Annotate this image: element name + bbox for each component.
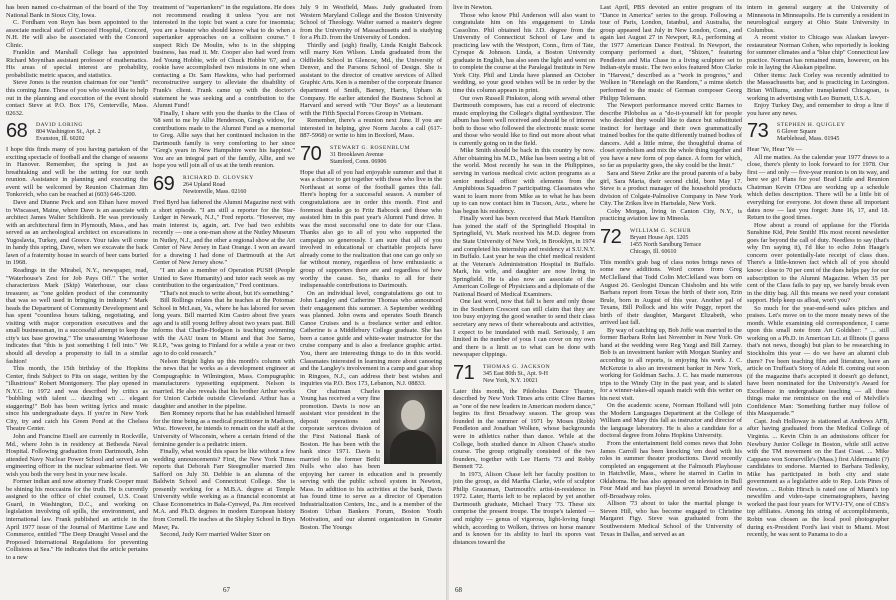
paragraph: All me maties. As the calendar year 1977 draws to a close, there's plenty to look forward to for 1978. Our first — and only — five-year reunion is on its way, and here we go! Plans for you! Brad Little and Reunion Chairman Kevin O'Dea are working up a schedule which defies description. There will be a little bit of everything for everyone. Jot down these all important dates now — last you forget: June 16, 17, and 18. Return to the good times. <box>747 153 889 222</box>
paragraph: One last word, now that fall is here and only those in the Southern Crescent can still claim that they are too busy enjoying the good weather to send their class secretary any news of their whereabouts and activities, I expect to be inundated with mail. Seriously, I am limited in the number of yous I can cover on my own and there is a limit as to what can be done with newspaper clippings. <box>453 298 595 359</box>
paragraph: Sara and Steve Zrike are the proud parents of a baby girl, Sara Maria, their second child, born May 17. Steve is a product manager of the household products division of Colgate-Palmolive Company in New York City. The Zrikes live in Hartsdale, New York. <box>600 170 742 208</box>
paragraph: Franklin and Marshall College has appointed Richard Moynihan assistant professor of mathematics. His areas of special interest are probability, probabilistic metric spaces, and statistics. <box>6 49 148 79</box>
address-line: 1455 North Sandburg Terrace <box>630 241 702 248</box>
paragraph: This month's grab bag of class notes brings news of some new additions. Word comes from Greg McClelland that Todd Colin McClelland was born on August 26. Geologist Duncan Chisholm and his wife Barbara report from Texas the birth of their son, Erin Brule, born in August of this year. Another pal of Texans, Bill Pollock and his wife Peggy, report the birth of their daughter, Margaret Elizabeth, who arrived last fall. <box>600 258 742 327</box>
class-secretary-address <box>183 174 254 196</box>
paragraph: Fred Byrd has fathered the Alumni Magazine next with a short episode. "I am still a reporter for the Star-Ledger in Newark, N.J.," Fred reports. "However, my main interest is, again, art. I've had two exhibits recently — one a one-man show at the Nutley Museum in Nutley, N.J., and the other a regional show at the Art Center of New Jersey in East Orange. I won an award for a drawing I had done of Dartmouth at the Art Center of New Jersey show." <box>153 199 295 267</box>
class-year-heading <box>747 121 889 143</box>
right-page <box>449 0 896 600</box>
paragraph: Finally, what would this space be like without a few wedding announcements? First, the New York Times reports that Deborah Farr Steegmuller married Jim Safford on July 30. Debbie is an alumna of the Baldwin School and Connecticut College. She is presently working for a M.B.A. degree at Temple University while working as a financial economist at Chase Econometrics in Bala-Cynwyd, Pa. Jim received M.A. and Ph.D. degrees in modern European history from Cornell. He teaches at the Shipley School in Bryn Mawr, Pa. <box>153 448 295 531</box>
paragraph: Thirdly and (sigh) finally, Linda Knight Babcock will marry Ken Wilson. Linda graduated from the Oldfields School in Glencoe, Md., the University of Denver, and the Parsons School of Design. She is assistant to the director of creative services of Allied Graphic Arts. Ken is a member of the corporate finance department of Smith, Barney, Harris, Upham & Company. He earlier attended the Business School at Harvard and served with "Our Boys" as a lieutenant with the Fifth Special Forces Group in Vietnam. <box>300 41 442 117</box>
paragraph: Second, Judy Kerr married Walter Sizer on <box>160 531 270 539</box>
address-line: Chicago, Ill. 60610 <box>630 248 677 255</box>
address-line: 6 Glover Square <box>777 129 817 136</box>
address-line: Marblehead, Mass. 01945 <box>777 136 840 143</box>
address-line: 31 Brooklawn Avenue <box>330 151 384 158</box>
paragraph: John and Francine Eisell are currently in Rockville, Md., where John is in residency at Bethesda Naval Hospital. Following graduation from Dartmouth, John attended Navy Nuclear Power School and served as an engineering officer in the nuclear submarine fleet. We wish you both the very best in your new locale. <box>6 432 148 478</box>
page-number: 67 <box>223 586 230 594</box>
paragraph: "That's not much to write about, but it's something." <box>160 289 294 297</box>
class-secretary-address <box>330 144 410 166</box>
secretary-name: WILLIAM G. SCHUR <box>630 227 692 234</box>
paragraph: Bill Rollings relates that he teaches at the Potomac School in McLean, Va., where he has labored for seven long years. Bill married Kim Castro about five years ago and is still young Jeffrey about two years past. Bill informs that Charlie-Hodgson is teaching swimming with the AAU team in Miami and that Joe Sarno, R.I.P., "was going to Finland for a while a year or two ago to do cold research." <box>153 297 295 357</box>
right-column-2 <box>600 4 742 582</box>
class-year-number: 73 <box>747 120 769 143</box>
paragraph: treatment of "supertankers" in the regulations. He does not recommend reading it unless "you are not interested in the topic but want a cure for insomnia; you are a boater who should know what to do when a supertanker approaches on a collision course." I suspect Rich De Moulin, who is in the shipping business, has read it. Mr. Cooper also had word from Jed Young Hobbie, wife of Chuck Hobbie '67, and a rookie have accomplished two missions in one when contacting a Dr. Sam Hawkins, who had performed reconstructive surgery to alleviate the disability of Frank's client. Frank came up with the doctor's statement he was seeking and a contribution to the Alumni Fund! <box>153 4 295 110</box>
paragraph: C. Fordham von Reyn has been appointed to the associate medical staff of Concord Hospital, Concord, N.H. He will also be associated with the Concord Clinic. <box>6 19 148 49</box>
photo-face <box>401 400 425 430</box>
left-column-1 <box>6 4 148 582</box>
left-column-3 <box>300 4 442 582</box>
class-secretary-address <box>630 227 701 256</box>
paragraph: Those who know Phil Anderson will also want to congratulate him on his engagement to Linda Cassolino. Phil obtained his J.D. degree from the University of Connecticut School of Law and is practicing law with the Westport, Conn., firm of Tate, Cyrsque & Johnson. Linda, a Boston University graduate in English, has also seen the light and went on to complete the course at the Paralegal Institute in New York City. Phil and Linda have planned an October wedding, so your good wishes will be in order by the time this column appears in print. <box>453 11 595 95</box>
paragraph: Later this month, the Pilobolus Dance Theatre, described by New York Times arts critic Clive Barnes as "one of the new leaders in American modern dance," begins its first Broadway season. The group was founded in the summer of 1971 by Moses (Robb) Pendleton and Jonathan Wolken, whose backgrounds were in athletics rather than dance. While at the College, both studied dance in Alison Chase's studio course. The group originally consisted of the two founders, together with Lee Harris '73 and Robby Bennett '72. <box>453 387 595 471</box>
portrait-photo <box>384 390 442 464</box>
paragraph: Mike Smith should be back in this country by now. After obtaining his M.D., Mike has been seeing a bit of the world. Most recently he was in the Philippines, serving in various medical civic action programs as a senior medical officer with elements from the Amphibious Squadron 7 participating. Classmates who want to learn more from Mike as to what he has been up to can now contact him in Tucson, Ariz., where he has begun his residency. <box>453 147 595 215</box>
paragraph: Readings in the Mirabel, N.Y., newspaper, read, "Waterhouse's Zest for Job Pays Off." The writer characterizes Mark (Skip) Waterhouse, our class treasurer, as "one golden product of the community that was so well used in bringing in industry." Mark heads the Department of Community Development and has spent "countless hours talking, negotiating, and visiting with major corporation executives and the small businessman, in a successful attempt to keep the city's tax base growing." The unassuming Waterhouse indicates that "this is just something I fell into." We should all develop a propensity to fall in a similar fashion! <box>6 266 148 365</box>
paragraph: Finally, I share with you the thanks to the Class of '68 sent to me by Allie Henderson, Greg's widow, for contributions made to the Alumni Fund as a memorial to Greg. Allie says that her continued inclusion in the Dartmouth family is very comforting to her since "Greg's years in New Hampshire were his happiest." You are an integral part of the family, Allie, and we hope you will join all of us at the tenth reunion. <box>153 109 295 170</box>
paragraph: In 1973, Alison Chase left her faculty position to join the group, as did Martha Clarke, wife of sculptor Philip Grausman, Dartmouth's artist-in-residence in 1972. Later, Harris left to be replaced by yet another Dartmouth graduate, Michael Tracy '73. These six comprise the present troupe. The troupe's talented — and mighty — genus of vigorous, light-loving fungi which, according to Wolken, thrives on horse manure and is known for its ability to hurl its spores vast distances toward the <box>453 470 595 546</box>
paragraph: From the entertainment field comes news that John James Carroll has been knocking 'em dead with his roles in summer theater productions. David recently completed an engagement at the Falmouth Playhouse in Hatchville, Mass., where he starred in Carlin in Oklahoma. He has also appeared on television in Bull Four Maid and has played in several Broadway and off-Broadway roles. <box>600 439 742 500</box>
paragraph: By way of catching up, Bob Joffe was married to the former Barbara Rohn last November in New York. On hand at the wedding were Reg Yazgi and Bill Zarney. Bob is an investment banker with Morgan Stanley and according to all reports, is enjoying his work. J. C. McKenzie is also an investment banker in New York, working for Goldman Sachs. J. C. has made numerous trips to the Windy City in the past year, and is slated for a winner-takes-all squash match with this writer on his next visit. <box>600 326 742 402</box>
paragraph: Our chairman Charles Young has received a very fine promotion. Davis is now an assistant vice president in the deposit operations and corporate services division of the First National Bank of Boston. He has been with the bank since 1971. Davis is married to the former Bethi Nulls who also has been enjoying her career in education and is presently serving with the public school system in Newton, Mass. In addition to his activities at the bank, Davis has found time to serve as a director of Operation Industrialization Centers, Inc., and is a member of the Boston Urban Bankers Forum, Boston Youth Motivation, and our alumni organization in Greater Boston. The Youngs <box>300 387 442 531</box>
paragraph: Dave and Dianne Peck and son Ethan have moved to Wiscasset, Maine, where Dave is an associate with architect James Walter Schildroth. He was previously with an architectural firm in Plymouth, Mass., and has served as an archeological architect on excavations in Yugoslavia, Turkey, and Greece. Your tales will come in handy this spring, Dave, when we excavate the back lawn of a fraternity house in search of beer cans buried in 1968. <box>6 199 148 267</box>
paragraph: Allison '73 about to take the marital plunge is Steven Hill, who has become engaged to Christine Margaret Figy. Steve was graduated from the Southwestern Medical School of the University of Texas in Dallas, and served as an <box>600 500 742 538</box>
photo-shoulders <box>390 430 436 464</box>
class-year-number: 69 <box>153 173 175 196</box>
left-page <box>0 0 447 600</box>
address-line: 264 Upland Road <box>183 182 226 189</box>
class-year-number: 71 <box>453 361 475 384</box>
paragraph: intern in general surgery at the University of Minnesota in Minneapolis. He is currently a resident in neurological surgery at Ohio State University in Columbus. <box>747 4 889 34</box>
paragraph: On the academic scene, Norman Holland will join the Modern Languages Department at the College of William and Mary this fall as instructor and director of the language laboratory. He is also a candidate for a doctoral degree from Johns Hopkins University. <box>600 402 742 440</box>
paragraph: The Newport performance moved critic Barnes to describe Pilobolus as a "do-it-yourself kit for people who decided they would like to dance but substituted instinct for heritage and their own grammatically trained bodies for the quite differently trained bodies of dancers. Add a little mime, the thoughtful drama of closet symbolism and mix the whole thing together and you have a new form of pop dance. A form for which, so far as popularity goes, the sky could be the limit." <box>600 102 742 170</box>
class-year-heading <box>453 363 595 385</box>
paragraph: live in Newton. <box>453 4 493 11</box>
paragraph: July 9 in Westfield, Mass. Judy graduated from Western Maryland College and the Boston University School of Theology. Walter earned a master's degree from the University of Massachusetts and is studying for a Ph.D. from the University of London. <box>300 4 442 42</box>
class-secretary-address <box>483 363 550 385</box>
page-number: 68 <box>455 586 462 594</box>
paragraph: Former indian and now attorney Frank Cooper must be shining his moccasins for the truth. He is currently assigned to the office of chief counsel, U.S. Coast Guard, in Washington, D.C., and working on legislation involving oil spills, the environment, and international law. Frank published an article in the April 1977 issue of the Journal of Maritime Law and Commerce, entitled "The Deep Draught Vessel and the Proposed International Regulations for preventing Collisions at Sea." He indicates that the article pertains to a new <box>6 478 148 561</box>
class-year-heading <box>6 121 148 143</box>
address-line: 345 East 80th St., Apt. 9-H <box>483 370 549 377</box>
address-line: Bryant House Apt. 1205 <box>630 234 689 241</box>
address-line: New York, N.Y. 10021 <box>483 377 538 384</box>
class-year-number: 72 <box>600 225 622 248</box>
address-line: Evanston, Ill. 60202 <box>36 136 85 143</box>
right-column-1 <box>453 4 595 582</box>
address-line: 804 Washington St., Apt. 2 <box>36 129 101 136</box>
paragraph: Nelson Bright lights up this month's column with the news that he works as a development engineer at Compugraphic in Wilmington, Mass. Compugraphic manufacturers typesetting equipment. Nelson is married. He also reveals that his brother Arthur works for Union Carbide outside Cleveland. Arthur has a daughter and another in the pipeline. <box>153 357 295 410</box>
address-line: Stamford, Conn. 06906 <box>330 158 387 165</box>
class-year-number: 70 <box>300 142 322 165</box>
paragraph: has been named co-chairman of the board of the Toy National Bank in Sioux City, Iowa. <box>6 4 148 19</box>
paragraph: Last April, PBS devoted an entire program of its "Dance in America" series to the group. Following a tour of Paris, London, Istanbul, and Australia, the group appeared last July in New London, Conn., and again last August 27 in Newport, R.I., performing at the 1977 American Dance Festival. In Newport, the company performed a duet, "Shizen," featuring Pendleton and Mia Chase in a living sculpture set to Indian-style music. The two solos featured Moo Clarke in "Harvest," described as a "work in progress," and Wolken in "Renelagh on the Random," a mime sketch performed to the music of German composer Georg Philipp Telemann. <box>600 4 742 102</box>
address-line: Newtonville, Mass. 02160 <box>183 189 247 196</box>
left-column-2 <box>153 4 295 582</box>
class-year-heading <box>153 174 295 196</box>
paragraph: Hope that all of you had enjoyable summer and that it was a chance to get together with those who live in the Northeast at some of the football games this fall. Here's hoping for a successful season. A number of congratulations are in order this month. First and foremost thanks go to Fritz Babcock and those who assisted him in this past year's Alumni Fund drive. It was the most successful one to date for our Class. Thanks also go to all of you who supported the campaign so generously. I am sure that all of you involved in educational or charitable projects have already come to the realization that one can go only so far without money, regardless of how enthusiastic a group of supporters there are and regardless of how worthy the cause. So, thanks to all for their indispensable contributions to Dartmouth. <box>300 168 442 290</box>
class-year-number: 68 <box>6 120 28 143</box>
paragraph: Coby Morgan, living in Canton City, N.Y., is practicing aviation law in Mineola. <box>600 207 742 223</box>
paragraph: Ben Romney reports that he has established himself for the time being as a medical practitioner in Madison, Wisc. However, he intends to remain on the staff at the University of Wisconsin, where a certain friend of the feminine gender is a pediatric intern. <box>153 410 295 448</box>
paragraph: Hear 'Ye, Hear 'Ye — <box>747 146 803 154</box>
paragraph: Enjoy Turkey Day, and remember to drop a line if you have any news. <box>747 102 889 117</box>
secretary-name: RICHARD D. GLOVSKY <box>183 175 254 182</box>
paragraph: Finally word has been received that Mark Hamilton has joined the staff of the Springfield Hospital in Springfield, Vt. Mark received his M.D. degree from the State University of New York, in Brooklyn, in 1974 and completed his internship and residency at S.U.N.Y. in Buffalo. Last year he was the chief medical resident at the Veteran's Administration Hospital in Buffalo. Mark, his wife, and daughter are now living in Springfield. He is also now an associate of the American College of Physicians and a diplomate of the National Board of Medical Examiners. <box>453 215 595 298</box>
paragraph: This month, the 15th birthday of the Hopkins Center, finds Subject to Fits on stage, written by the "illustrious" Robert Montgomery. The play opened in N.Y.C. in 1972 and was described by critics as "bubbling with talent ... dazzling wit ... elegant staggering!" Bob has been writing lyrics and music since his undergraduate days. If you're in New York City, try and catch his Green Pond at the Chelsea Theatre Center. <box>6 365 148 433</box>
class-year-heading <box>600 227 742 256</box>
secretary-name: DAVID LORING <box>36 122 84 129</box>
paragraph: Capt. Josh Holloway is stationed at Andrews AFB, after having graduated from the Medical College of Virginia. ... Kevin Chin is an admissions officer for Newbury Junior College in Boston, while still active with the TM movement on the East Coast. ... Mike Cappano won Somerville's (Mass.) first Aldermanic (?) candidates to endorse. Married to Barbara Tedlesky, Mike has participated in both city and state government as a legislative aide to Rep. Lois Pines of Newton. ... Robin Hirsch is rated one of Miami's top newsfilm and video-tape cinematographers, having worked the past four years for WTVJ-TV, one of CBS's top affiliates. Among his string of accomplishments, Robin was chosen as the local pool photographer during ex-President Ford's last visit to Miami. Most recently, he was sent to Panama to do a <box>747 417 889 539</box>
class-year-heading <box>300 144 442 166</box>
paragraph: On an individual level, congratulations go out to John Langley and Catherine Thomas who announced their engagement this summer. A September wedding was planned. John owns and operates South Branch Canoe Cruises and is a freelance writer and editor. Catherine is a Middlebury College graduate. She has been a canoe guide and white-water instructor for the cruise company and is also a freelance graphic artist. You, there are interesting things to do in this world. Classmates interested in learning more about canoeing and the Langley's involvement in a camp and gear shop in Ringoes, N.J., can address their best wishes and inquiries via P.O. Box 173, Lebanon, N.J. 08833. <box>300 289 442 388</box>
paragraph: Our own Russell Pinkston, along with several other Dartmouth composers, has cut a record of electronic music employing the College's digital synthesizer. The album has been well received and should be of interest both to those who followed the electronic music scene and those who would like to find out more about what is currently going on in the field. <box>453 94 595 147</box>
paragraph: How about a round of applause for the Florida Sunshine Kid, Pete Smith! His most recent newsletter goes far beyond the call of duty. Needless to say (that's why I'm saying it), I'd like to echo John Haage's concern over potentially-late receipt of class dues. There's a little-known fact which all of you should know: close to 70 per cent of the dues helps pay for our subscription to the Alumni Magazine. When 35 per cent of the Class fails to pay up, we barely break even in the ditty bag. All this means we need your constant support. Help keep us afloat, won't you? <box>747 221 889 305</box>
paragraph: "I am also a member of Operation PUSH (People United to Save Humanity) and tutor each week as my contribution to the organization," Fred continues. <box>153 266 295 290</box>
secretary-name: STEWART G. ROSENBLUM <box>330 144 411 151</box>
paragraph: Steve Jones is the reunion chairman for our "tenth" this coming June. Those of you who would like to help out in the planning and execution of the event should contact Steve at P.O. Box 176, Centerville, Mass. 02632. <box>6 79 148 117</box>
paragraph: Other items: Jack Corley was recently admitted to the Massachusetts bar, and is practicing in Lexington. Brian Williams, another transplanted Chicagoan, is working in advertising with Leo Burnett, U.S.A. <box>747 71 889 102</box>
paragraph: I hope this finds many of you having partaken of the exciting spectacle of football and the change of seasons in Hanover. Remember, the spring is just as breathtaking and will be the setting for our tenth reunion. Assistance in planning and executing the event will be welcomed by Reunion Chairman Jim Tonkovich, who can be reached at (603) 646-3200. <box>6 146 148 199</box>
class-secretary-address <box>36 121 101 143</box>
paragraph: A recent visitor to Chicago was Alaskan lawyer-restaurateur Norman Cohen, who reportedly is looking for summer climates and a "blue chip" Connecticut law practice. Norman has remained mum, however, on his role in laying the Alaskan pipeline. <box>747 34 889 72</box>
secretary-name: STEPHEN H. QUIGLEY <box>777 122 846 129</box>
paragraph: So much for the year-end-send sales pitches and praises. Let's move on to the more meaty news of the month. While examining old correspondence, I came upon this small note from Art Goldsher: " ... still working on a Ph.D. in American Lit. at Illinois (I guess that's not news, though) but plan to be researching in Stockholm this year — do we have an alumni club there? I've been teaching film and literature, have an article on Truffaut's Story of Adele H. coming out soon (if the magazine that's accepted it doesn't go defunct, have been nominated for the University's Award for Excellence in undergraduate teaching — all these things make me reminisce on the end of Melville's Confidence Man: 'Something further may follow of this Masquerade.'" <box>747 304 889 418</box>
right-column-3 <box>747 4 889 582</box>
secretary-name: THOMAS G. JACKSON <box>483 363 551 370</box>
paragraph: Remember, there's a reunion next June. If you are interested in helping, give Norm Jacobs a call (617-887-5968) or write to him in Boxford, Mass. <box>300 117 442 140</box>
class-secretary-address <box>777 121 845 143</box>
